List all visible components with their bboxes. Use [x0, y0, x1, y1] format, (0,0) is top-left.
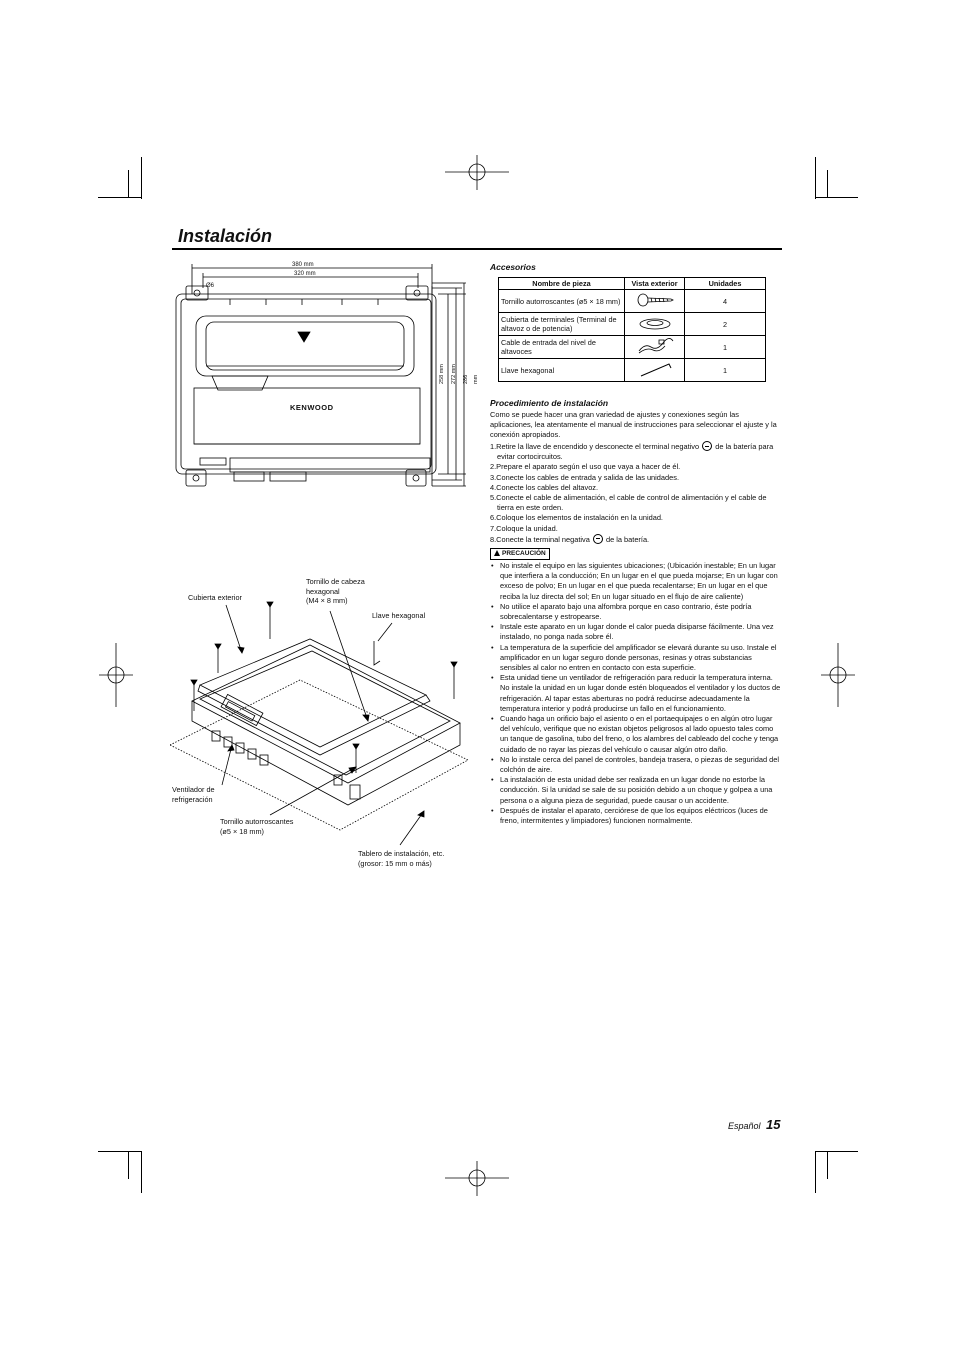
- minus-icon: [593, 534, 603, 544]
- label-cover: Cubierta exterior: [188, 593, 242, 602]
- list-item: • No lo instale cerca del panel de controles, bandeja trasera, o piezas de seguridad del colchón de aire.: [490, 755, 782, 775]
- warning-icon: [494, 550, 500, 556]
- part-units: 1: [685, 336, 766, 359]
- table-row: [499, 359, 766, 382]
- label-hex-screw: Tornillo de cabeza hexagonal (M4 × 8 mm): [306, 577, 365, 606]
- label-hex-key: Llave hexagonal: [372, 611, 426, 620]
- step-3: 3.Conecte los cables de entrada y salida de las unidades.: [490, 472, 679, 482]
- procedure-steps: [490, 441, 782, 545]
- header-exterior-view: Vista exterior: [625, 278, 685, 290]
- list-item: • No utilice el aparato bajo una alfombra porque en caso contrario, éste podría sobrecalentarse y estropearse.: [490, 602, 782, 622]
- amplifier-top-view-drawing: [170, 258, 480, 498]
- table-row: [499, 336, 766, 359]
- part-view: [625, 313, 685, 336]
- minus-icon: [702, 441, 712, 451]
- header-part-name: Nombre de pieza: [499, 278, 625, 290]
- part-units: 2: [685, 313, 766, 336]
- page-number: 15: [766, 1117, 781, 1132]
- dim-286: 286 mm: [463, 374, 479, 384]
- dim-320: 320 mm: [294, 271, 316, 277]
- screw-icon: [635, 292, 675, 308]
- dim-hole: Ø6: [206, 283, 215, 289]
- accessories-header-row: [499, 278, 766, 290]
- part-view: [625, 336, 685, 359]
- part-units: 4: [685, 290, 766, 313]
- terminal-cover-icon: [635, 315, 675, 331]
- step-7: 7.Coloque la unidad.: [490, 523, 558, 533]
- list-item: • No instale el equipo en las siguientes ubicaciones; (Ubicación inestable; En un lugar que interfiera a la conducción; En un lugar en el que pueda mojarse; En un lugar con exceso de polvo; En un lugar en el que pueda recalentarse; En un lugar en el que reciba la luz directa del sol; En un lugar situado en el flujo de aire caliente): [490, 561, 782, 602]
- procedure-intro: Como se puede hacer una gran variedad de ajustes y conexiones según las aplicaciones, lea atentamente el manual de instrucciones para seleccionar el ajuste y la conexión apropiados.: [490, 410, 777, 440]
- accessories-heading: Accesorios: [490, 262, 536, 272]
- cable-icon: [635, 337, 675, 355]
- step-8: 8.Conecte la terminal negativa de la batería.: [490, 534, 650, 544]
- caution-badge: PRECAUCIÓN: [490, 548, 550, 560]
- brand-logo: KENWOOD: [290, 403, 334, 412]
- table-row: [499, 290, 766, 313]
- caution-list: [490, 561, 782, 826]
- hex-key-icon: [635, 360, 675, 378]
- table-row: [499, 313, 766, 336]
- amplifier-top-view-figure: [170, 258, 480, 498]
- list-item: • Instale este aparato en un lugar donde el calor pueda disiparse fácilmente. Una vez instalado, no ponga nada sobre él.: [490, 622, 782, 642]
- title-rule: [172, 248, 782, 250]
- part-units: 1: [685, 359, 766, 382]
- list-item: • La temperatura de la superficie del amplificador se elevará durante su uso. Instale el amplificador en un lugar seguro donde personas, resinas y otras substancias sensibles al calor no entren en contacto con esta superficie.: [490, 643, 782, 674]
- part-view: [625, 290, 685, 313]
- dim-258: 258 mm: [439, 364, 445, 384]
- header-units: Unidades: [685, 278, 766, 290]
- part-view: [625, 359, 685, 382]
- part-name: Cubierta de terminales (Terminal de altavoz o de potencia): [499, 313, 625, 336]
- dim-380: 380 mm: [292, 262, 314, 268]
- installation-figure: [170, 575, 480, 875]
- footer-language: Español: [728, 1121, 761, 1131]
- list-item: • Cuando haga un orificio bajo el asiento o en el portaequipajes o en algún otro lugar del vehículo, verifique que no existan objetos peligrosos al lado opuesto tales como un tanque de gasolina, tubo del freno, o los alambres del cableado del coche y tenga cuidado de no rayar las piezas del vehículo o causar algún otro daño.: [490, 714, 782, 755]
- page-title: Instalación: [178, 226, 273, 246]
- list-item: • Después de instalar el aparato, cerciórese de que los equipos eléctricos (luces de freno, intermitentes y limpiadores) funcionen normalmente.: [490, 806, 782, 826]
- step-4: 4.Conecte los cables del altavoz.: [490, 482, 599, 492]
- part-name: Tornillo autorroscantes (ø5 × 18 mm): [499, 290, 625, 313]
- list-item: • Esta unidad tiene un ventilador de refrigeración para reducir la temperatura interna. No instale la unidad en un lugar donde estén bloqueados el ventilador y los ductos de refrigeración. Al tapar estas aberturas no podrá reducirse adecuadamente la temperatura interior y podrá producirse un fallo en el funcionamiento.: [490, 673, 782, 714]
- label-board: Tablero de instalación, etc. (grosor: 15 mm o más): [358, 849, 445, 868]
- label-self-tap-screw: Tornillo autorroscantes (ø5 × 18 mm): [220, 817, 294, 836]
- dim-272: 272 mm: [451, 364, 457, 384]
- part-name: Cable de entrada del nivel de altavoces: [499, 336, 625, 359]
- list-item: • La instalación de esta unidad debe ser realizada en un lugar donde no estorbe la conducción. Si la unidad se sale de su posición debido a un choque y golpea a una persona o a alguna pieza de seguridad, puede causar o un accidente.: [490, 775, 782, 806]
- label-fan: Ventilador de refrigeración: [172, 785, 215, 804]
- installation-drawing: [170, 575, 480, 875]
- part-name: Llave hexagonal: [499, 359, 625, 382]
- step-5: 5.Conecte el cable de alimentación, el cable de control de alimentación y el cable de tierra en este orden.: [490, 493, 767, 513]
- accessories-table: [498, 277, 766, 382]
- procedure-heading: Procedimiento de instalación: [490, 398, 609, 408]
- step-1: 1.Retire la llave de encendido y desconecte el terminal negativo de la batería para evitar cortocircuitos.: [490, 442, 774, 462]
- step-2: 2.Prepare el aparato según el uso que vaya a hacer de él.: [490, 462, 681, 472]
- step-6: 6.Coloque los elementos de instalación en la unidad.: [490, 513, 663, 523]
